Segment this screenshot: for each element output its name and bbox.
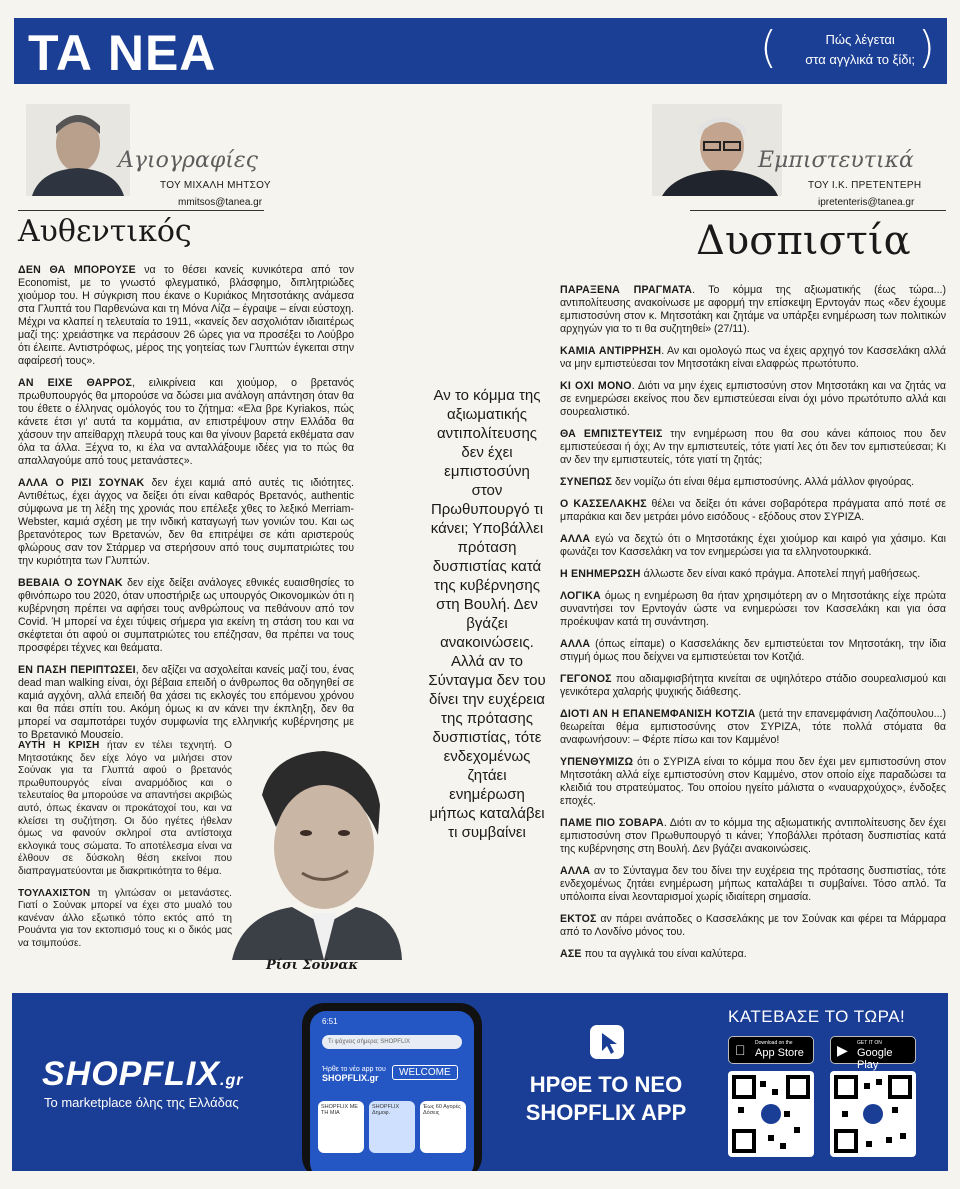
tagline-line-2: στα αγγλικά το ξίδι; — [805, 52, 915, 67]
paragraph: ΛΟΓΙΚΑ όμως η ενημέρωση θα ήταν χρησιμότερη αν ο Μητσοτάκης είχε πρώτα συναντήσει τον Ερντογάν ώστε να ενημερώσει τον Κασσελάκη και για όσα προέκυψαν κατά τη συνάντηση. — [560, 590, 946, 628]
shopflix-advert[interactable] — [12, 993, 948, 1171]
paragraph: ΕΚΤΟΣ αν πάρει ανάποδες ο Κασσελάκης με τον Σούνακ και φέρει τα Μάρμαρα από το Λονδίνο μόνος του. — [560, 913, 946, 938]
phone-search-bar: Τι ψάχνεις σήμερα; SHOPFLIX — [322, 1035, 462, 1049]
paragraph: ΑΛΛΑ (όπως είπαμε) ο Κασσελάκης δεν εμπιστεύεται τον Μητσοτάκη, την ίδια στιγμή όμως που δείχνει να εμπιστεύεται τον Κοτζιά. — [560, 638, 946, 663]
phone-screen — [310, 1011, 474, 1171]
masthead-tagline — [805, 30, 915, 70]
paragraph: ΓΕΓΟΝΟΣ που αδιαμφισβήτητα κινείται σε υψηλότερο στάδιο σουρεαλισμού και γενικότερα χαλαρής ψυχικής διάθεσης. — [560, 673, 946, 698]
headline-left: Αυθεντικός — [18, 214, 192, 249]
pull-quote: Αν το κόμμα της αξιωματικής αντιπολίτευσης δεν έχει εμπιστοσύνη στον Πρωθυπουργό τι κάνει; Υποβάλλει πρόταση δυσπιστίας κατά της κυβέρνησης στη Βουλή. Δεν βγάζει ανακοινώσεις. Αλλά αν το Σύνταγμα δεν του δίνει την ευχέρεια της πρότασης δυσπιστίας, τότε ενδεχομένως ζητάει ενημέρωση μήπως καταλάβει τι συμβαίνει — [428, 387, 546, 841]
paragraph: ΚΙ ΟΧΙ ΜΟΝΟ. Διότι να μην έχεις εμπιστοσύνη στον Μητσοτάκη και να ζητάς να σε ενημερώσει εκείνος που δεν εμπιστεύεσαι είναι όχι μόνο πρωτότυπο αλλά και σουρεαλιστικό. — [560, 380, 946, 418]
right-article-body — [560, 284, 946, 970]
play-icon: ▶ — [837, 1042, 848, 1058]
paragraph: ΑΛΛΑ εγώ να δεχτώ ότι ο Μητσοτάκης έχει χιούμορ και καιρό για χάσιμο. Και φωνάζει τον Κασσελάκη να τον ενημερώσει για τα ελληνοτουρκικά. — [560, 533, 946, 558]
phone-welcome-badge: WELCOME — [392, 1065, 458, 1080]
headline-right: Δυσπιστία — [696, 218, 911, 264]
paragraph: ΑΣΕ που τα αγγλικά του είναι καλύτερα. — [560, 948, 747, 960]
paragraph: ΑΛΛΑ αν το Σύνταγμα δεν του δίνει την ευχέρεια της πρότασης δυσπιστίας, τότε ενδεχομένως ζητάει ενημέρωση μήπως καταλάβει τι συμβαίνει. Τόσο απλό. Τα υπόλοιπα είναι λεονταρισμοί χωρίς ιδιαίτερη σημασία. — [560, 865, 946, 903]
apple-icon — [735, 1042, 746, 1058]
phone-mockup — [302, 1003, 482, 1171]
left-article-body — [18, 264, 354, 751]
paragraph: Ο ΚΑΣΣΕΛΑΚΗΣ θέλει να δείξει ότι κάνει σοβαρότερα πράγματα από ποτέ σε μπαράκια και δεν μετράει μόνο εισόδους - εξόδους στον ΣΥΡΙΖΑ. — [560, 498, 947, 523]
paragraph: ΣΥΝΕΠΩΣ δεν νομίζω ότι είναι θέμα εμπιστοσύνης. Αλλά μάλλον φιγούρας. — [560, 476, 915, 488]
paren-right-decoration: ) — [917, 22, 935, 73]
shopflix-logo: SHOPFLIX.gr — [42, 1055, 244, 1093]
sunak-photo-caption: Ρίσι Σούνακ — [266, 958, 359, 973]
column-name-right: Εμπιστευτικά — [758, 148, 914, 173]
paragraph: ΕΝ ΠΑΣΗ ΠΕΡΙΠΤΩΣΕΙ, δεν αξίζει να ασχολείται κανείς μαζί του, ένας dead man walking είναι, όχι βέβαια επειδή ο άνθρωπος θα οδηγηθεί σε καμιά αγχόνη, αλλά επειδή θα χάσει τις εκλογές του επόμενου χρόνου και θα πάει σπίτι του. Ακόμη όμως κι αν κάνει την έκπληξη, δεν θα μπορεί να σαμποτάρει τυχόν συμφωνία της ελληνικής κυβέρνησης με το Βρετανικό Μουσείο. — [18, 664, 355, 741]
paragraph: ΚΑΜΙΑ ΑΝΤΙΡΡΗΣΗ. Αν και ομολογώ πως να έχεις αρχηγό τον Κασσελάκη αλλά να μην εμπιστεύεσαι τον Μητσοτάκη είναι ελαφρώς πρωτότυπο. — [560, 345, 946, 370]
sunak-photo — [232, 735, 402, 960]
app-cursor-icon — [590, 1025, 624, 1059]
paragraph: ΒΕΒΑΙΑ Ο ΣΟΥΝΑΚ δεν είχε δείξει ανάλογες εθνικές ευαισθησίες το φθινόπωρο του 2020, όταν υποστήριξε ως υπουργός Οικονομικών ότι η κυβέρνηση πρέπει να αφήσει τους ανθρώπους να πεθάνουν από τον Covid. Ή μπορεί να έχει τύψεις σήμερα για εκείνη τη στάση του και να σκέφτεται ότι αφού οι συμπατριώτες του επέζησαν, θα πρέπει να τους προσφέρει τέχνες και θεάματα. — [18, 577, 354, 654]
qr-code-ios[interactable] — [728, 1071, 814, 1157]
paragraph: ΥΠΕΝΘΥΜΙΖΩ ότι ο ΣΥΡΙΖΑ είναι το κόμμα που δεν έχει μεν εμπιστοσύνη στον Μητσοτάκη αλλά είχε εμπιστοσύνη στον Καμμένο, στον οποίο είχε παραδώσει τα κλειδιά του στρατεύματος. Του οποίου ηγείτο μάλιστα ο «ναυαρχούχος», ένδοξες εποχές. — [560, 756, 946, 807]
paragraph: ΤΟΥΛΑΧΙΣΤΟΝ τη γλιτώσαν οι μετανάστες. Γιατί ο Σούνακ μπορεί να έχει στο μυαλό του κανέναν άλλο εξωτικό τόπο εκτός από τη Ρουάντα για τον εκτοπισμό τους κι ο δικός μας να τσιμπούσε. — [18, 887, 232, 949]
tagline-line-1: Πώς λέγεται — [825, 32, 895, 47]
paragraph: ΑΛΛΑ Ο ΡΙΣΙ ΣΟΥΝΑΚ δεν έχει καμιά από αυτές τις ιδιότητες. Αντιθέτως, έχει άγχος να δείξει ότι είναι καθαρός Βρετανός, authentic σύμφωνα με τη λέξη της χρονιάς που επέλεξε χθες το λεξικό Merriam-Webster, καμιά σχέση με την ινδική καταγωγή των γονιών του. Και ως βρετανότερος των Βρετανών, δεν θα επιτρέψει σε κάτι αριστερούς φλώρους σαν τον Στάρμερ να στερήσουν από τους συμπατριώτες του την κυριότητα των Γλυπτών. — [18, 477, 354, 567]
header-rule-left — [18, 210, 264, 211]
phone-time: 6:51 — [322, 1017, 338, 1026]
app-headline: ΗΡΘΕ ΤΟ ΝΕΟ SHOPFLIX APP — [525, 1072, 687, 1125]
paren-left-decoration: ( — [759, 22, 777, 73]
paragraph: Η ΕΝΗΜΕΡΩΣΗ άλλωστε δεν είναι κακό πράγμα. Αποτελεί πηγή μαθήσεως. — [560, 568, 921, 580]
author-portrait-mitsos — [26, 104, 130, 196]
column-name-left: Αγιογραφίες — [118, 148, 259, 173]
paragraph: ΔΙΟΤΙ ΑΝ Η ΕΠΑΝΕΜΦΑΝΙΣΗ ΚΟΤΖΙΑ (μετά την επανεμφάνιση Λαζόπουλου...) θεωρείται θέμα εμπιστοσύνης στον ΣΥΡΙΖΑ, τότε πολλά στόματα θα αναφωνήσουν: – Φέρτε πίσω και τον Καμμένο! — [560, 708, 946, 746]
paragraph: ΑΥΤΗ Η ΚΡΙΣΗ ήταν εν τέλει τεχνητή. Ο Μητσοτάκης δεν είχε λόγο να μιλήσει στον Σούνακ για τα Γλυπτά αφού ο βρετανός πρωθυπουργός είναι αναρμόδιος και ο τελευταίος θα μπορούσε να απαντήσει ακριβώς αυτό, όπως έκαναν οι προκάτοχοί του, και να κλείσει τη συζήτηση. Οι δύο ηγέτες ήθελαν όμως να φανούν σκληροί στα αντίστοιχα εκλογικά τους σώματα. Το αποτέλεσμα είναι να έλθουν σε δύσκολη θέση εκείνοι που διαπραγματεύονται με διακριτικότητα το θέμα. — [18, 740, 232, 877]
app-store-button[interactable]: Download on the App Store — [728, 1036, 814, 1064]
shopflix-tagline: Το marketplace όλης της Ελλάδας — [44, 1095, 239, 1110]
phone-promo: Ήρθε το νέο app του SHOPFLIX.gr — [322, 1066, 386, 1083]
phone-tile: SHOPFLIX ΜΕ ΤΗ ΜΙΑ — [318, 1101, 364, 1153]
phone-tile: SHOPFLIX Δημοφ. — [369, 1101, 415, 1153]
phone-tile: Έως 60 Αγορές Δόσεις — [420, 1101, 466, 1153]
author-byline-right: ΤΟΥ Ι.Κ. ΠΡΕΤΕΝΤΕΡΗ — [808, 180, 922, 191]
qr-code-android[interactable] — [830, 1071, 916, 1157]
header-rule-right — [690, 210, 946, 211]
paragraph: ΠΑΡΑΞΕΝΑ ΠΡΑΓΜΑΤΑ. Το κόμμα της αξιωματικής (έως τώρα...) αντιπολίτευσης ανακοίνωσε με αφορμή την επίσκεψη Ερντογάν πως «δεν έχουμε εμπιστοσύνη στον κ. Μητσοτάκη και ζητάμε να υπάρξει ενημέρωση των πολιτικών αρχηγών για το τι θα συζητηθεί» (27/11). — [560, 284, 946, 335]
newspaper-logo[interactable]: ΤΑ ΝΕΑ — [28, 25, 217, 81]
paragraph: ΘΑ ΕΜΠΙΣΤΕΥΤΕΙΣ την ενημέρωση που θα σου κάνει κάποιος που δεν εμπιστεύεσαι ή όχι; Αν την εμπιστευτείς, τότε γιατί λες ότι δεν τον εμπιστεύεσαι; Κι αν δεν την εμπιστευτείς, τότε γιατί τη ζητάς; — [560, 428, 946, 466]
author-email-right[interactable]: ipretenteris@tanea.gr — [818, 197, 915, 208]
paragraph: ΔΕΝ ΘΑ ΜΠΟΡΟΥΣΕ να το θέσει κανείς κυνικότερα από τον Economist, με το γνωστό φλεγματικό, βλάσφημο, διπλητριώδες χιούμορ του. Η σύγκριση που έκανε ο Κυριάκος Μητσοτάκης ανάμεσα στα Γλυπτά του Παρθενώνα και τη Μόνα Λίζα – έγραψε – είναι εύστοχη. Μέχρι να κλαπεί η τελευταία το 1911, «κανείς δεν ασχολιόταν ιδιαιτέρως μαζί της: χρειάστηκε να περάσουν 26 ώρες για να προσέξει το Λούβρο ότι έλειπε. Αντιστρόφως, μέρος της γοητείας των Γλυπτών έγκειται στην αφαίρεσή τους». — [18, 264, 354, 367]
masthead-banner — [14, 18, 947, 84]
paragraph: ΑΝ ΕΙΧΕ ΘΑΡΡΟΣ, ειλικρίνεια και χιούμορ, ο βρετανός πρωθυπουργός θα μπορούσε να δώσει μια ανάλογη απάντηση όταν θα του έθετε ο έλληνας ομόλογός του το ζήτημα: «Ελα βρε Kyriakos, πώς κάνετε έτσι γι' αυτά τα κομμάτια, αν επιστρέψουν στην Ελλάδα θα χάσουν την απείθαρχη πλευρά τους και θα γίνουν βαρετά εκθέματα σαν όλα τα άλλα. Ξέχνα το, κι έλα να ανταλλάξουμε ιδέες για το πώς θα απαλλαγούμε από τους μετανάστες». — [18, 377, 354, 467]
author-email-left[interactable]: mmitsos@tanea.gr — [178, 197, 263, 208]
paragraph: ΠΑΜΕ ΠΙΟ ΣΟΒΑΡΑ. Διότι αν το κόμμα της αξιωματικής αντιπολίτευσης δεν έχει εμπιστοσύνη στον Πρωθυπουργό τι κάνει; Υποβάλλει πρόταση δυσπιστίας κατά της κυβέρνησης στη Βουλή. Δεν βγάζει ανακοινώσεις. — [560, 817, 946, 855]
left-article-body-wrap — [18, 740, 232, 960]
google-play-button[interactable]: ▶ GET IT ON Google Play — [830, 1036, 916, 1064]
download-cta: ΚΑΤΕΒΑΣΕ ΤΟ ΤΩΡΑ! — [728, 1007, 906, 1026]
author-byline-left: ΤΟΥ ΜΙΧΑΛΗ ΜΗΤΣΟΥ — [160, 180, 271, 191]
